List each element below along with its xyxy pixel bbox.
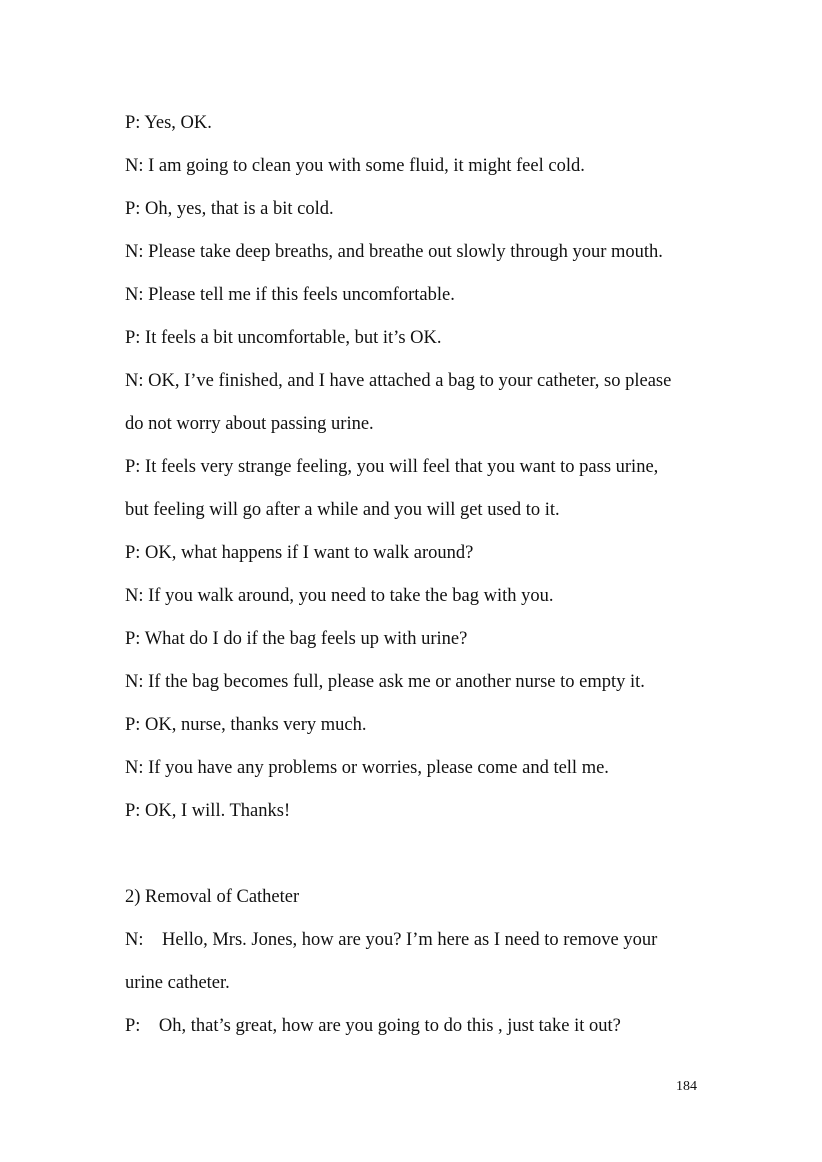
dialogue-line: but feeling will go after a while and you will get used to it. <box>125 500 560 520</box>
dialogue-line: P: OK, nurse, thanks very much. <box>125 715 367 735</box>
dialogue-line: N: If you walk around, you need to take the bag with you. <box>125 586 554 606</box>
dialogue-line: N: Please take deep breaths, and breathe out slowly through your mouth. <box>125 242 663 262</box>
dialogue-line: N: Hello, Mrs. Jones, how are you? I’m here as I need to remove your <box>125 930 658 950</box>
dialogue-line: N: OK, I’ve finished, and I have attached a bag to your catheter, so please <box>125 371 672 391</box>
dialogue-line: P: Oh, yes, that is a bit cold. <box>125 199 334 219</box>
page-number: 184 <box>676 1079 697 1094</box>
dialogue-line: P: Oh, that’s great, how are you going to do this , just take it out? <box>125 1016 621 1036</box>
dialogue-line: P: OK, I will. Thanks! <box>125 801 291 821</box>
dialogue-line: N: I am going to clean you with some fluid, it might feel cold. <box>125 156 585 176</box>
dialogue-line: N: Please tell me if this feels uncomfortable. <box>125 285 455 305</box>
section-heading: 2) Removal of Catheter <box>125 887 300 907</box>
dialogue-line: P: Yes, OK. <box>125 113 212 133</box>
dialogue-line: N: If you have any problems or worries, please come and tell me. <box>125 758 609 778</box>
dialogue-line: do not worry about passing urine. <box>125 414 374 434</box>
dialogue-line: N: If the bag becomes full, please ask me or another nurse to empty it. <box>125 672 645 692</box>
dialogue-line: urine catheter. <box>125 973 230 993</box>
dialogue-line: P: OK, what happens if I want to walk around? <box>125 543 474 563</box>
dialogue-line: P: It feels a bit uncomfortable, but it’s OK. <box>125 328 442 348</box>
dialogue-line: P: It feels very strange feeling, you will feel that you want to pass urine, <box>125 457 659 477</box>
dialogue-line: P: What do I do if the bag feels up with urine? <box>125 629 468 649</box>
